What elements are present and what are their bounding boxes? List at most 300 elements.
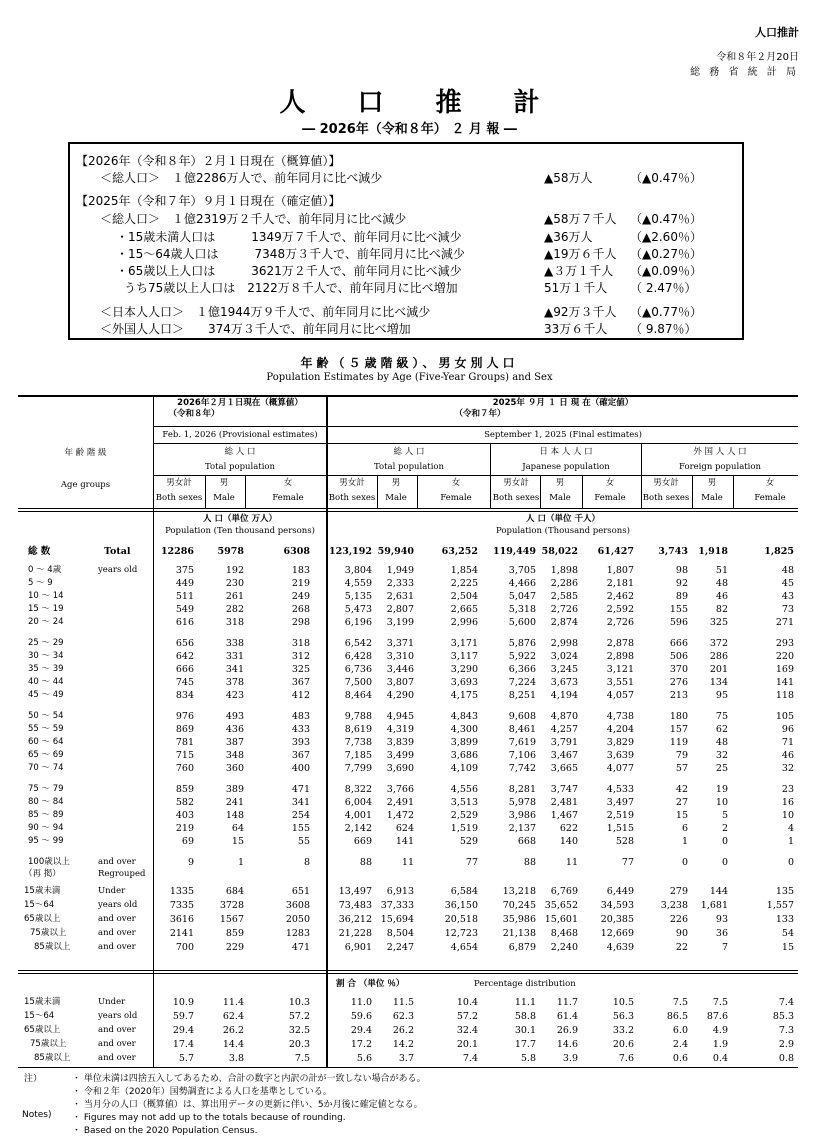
group-header-en: Total population	[204, 462, 276, 472]
table-cell: 63,252	[441, 546, 478, 557]
table-cell: 7,500	[344, 677, 372, 688]
table-cell: 2,874	[550, 617, 578, 628]
table-cell: 86.5	[666, 1011, 688, 1022]
regroup-age: 85歳以上	[34, 942, 71, 952]
table-cell: 2,333	[386, 578, 414, 589]
table-cell: 6,449	[606, 886, 634, 897]
table-cell: 26.2	[392, 1025, 414, 1036]
note-en: ・ Based on the 2020 Population Census.	[72, 1126, 258, 1136]
table-cell: 57.2	[456, 1011, 478, 1022]
table-cell: 7.3	[778, 1025, 794, 1036]
table-cell: 3.7	[398, 1053, 414, 1064]
table-cell: 684	[225, 886, 244, 897]
sub-col-header: 女	[451, 478, 461, 488]
table-cell: 48	[781, 565, 794, 576]
table-cell: 213	[669, 690, 688, 701]
table-cell: 423	[225, 690, 244, 701]
note-jp: ・ 単位未満は四捨五入してあるため、合計の数字と内訳の計が一致しない場合がある。	[72, 1074, 426, 1084]
table-cell: 325	[291, 664, 310, 675]
table-cell: 624	[395, 823, 414, 834]
table-cell: 8,464	[344, 690, 372, 701]
table-cell: 293	[775, 638, 794, 649]
table-cell: 57	[675, 763, 688, 774]
group-header-en: Total population	[373, 462, 445, 472]
table-cell: 15	[231, 836, 244, 847]
table-cell: 745	[175, 677, 194, 688]
table-cell: 2,592	[606, 604, 634, 615]
publisher: 総 務 省 統 計 局	[690, 67, 799, 78]
regroup-age: 15～64	[24, 900, 55, 910]
table-cell: 70,245	[502, 900, 536, 911]
sub-col-header: 男女計	[339, 478, 365, 488]
table-cell: 1,681	[700, 900, 728, 911]
age-label: 40 ～ 44	[28, 677, 64, 687]
table-cell: 20.6	[612, 1039, 634, 1050]
summary-row-pct: （▲2.60％）	[630, 230, 702, 244]
table-cell: 0.8	[778, 1053, 794, 1064]
table-cell: 32	[781, 763, 794, 774]
table-cell: 370	[669, 664, 688, 675]
table-cell: 157	[669, 724, 688, 735]
sub-col-header: 男	[555, 478, 565, 488]
group-header-en: Foreign population	[679, 462, 761, 472]
table-cell: 5,600	[508, 617, 536, 628]
table-cell: 0.4	[712, 1053, 728, 1064]
table-cell: 10.5	[612, 997, 634, 1008]
table-cell: 32	[715, 750, 728, 761]
summary-row-change: ▲３万１千人	[544, 264, 614, 278]
table-cell: 282	[225, 604, 244, 615]
group-header: 外 国 人 人 口	[693, 447, 747, 457]
table-cell: 3,371	[386, 638, 414, 649]
age-label: 80 ～ 84	[28, 797, 64, 807]
pct-age: 75歳以上	[30, 1039, 67, 1049]
left-period-en: Feb. 1, 2026 (Provisional estimates)	[162, 430, 318, 440]
pct-age-en: years old	[98, 1011, 138, 1021]
table-cell: 348	[225, 750, 244, 761]
table-cell: 58,022	[541, 546, 578, 557]
table-cell: 7.4	[462, 1053, 478, 1064]
publication-date: 令和８年２月20日	[716, 52, 799, 63]
sub-col-header: 女	[765, 478, 775, 488]
table-cell: 4,109	[450, 763, 478, 774]
group-header-en: Japanese population	[522, 462, 610, 472]
table-cell: 77	[465, 857, 478, 868]
summary-row-change: 33万６千人	[544, 322, 608, 336]
table-cell: 1	[237, 857, 244, 868]
table-cell: 6	[681, 823, 688, 834]
table-cell: 8,322	[344, 784, 372, 795]
table-cell: 219	[175, 823, 194, 834]
table-cell: 582	[175, 797, 194, 808]
table-cell: 1,949	[386, 565, 414, 576]
table-cell: 2,491	[386, 797, 414, 808]
table-cell: 169	[775, 664, 794, 675]
table-cell: 75	[715, 711, 728, 722]
table-cell: 2,519	[606, 810, 634, 821]
pct-age-en: and over	[98, 1039, 136, 1049]
summary-row-pct: （▲0.09％）	[630, 264, 702, 278]
table-cell: 59.6	[350, 1011, 372, 1022]
table-cell: 21,138	[502, 928, 536, 939]
table-cell: 0.6	[672, 1053, 688, 1064]
table-cell: 261	[225, 591, 244, 602]
table-cell: 2,726	[550, 604, 578, 615]
table-cell: 155	[669, 604, 688, 615]
table-cell: 3,690	[386, 763, 414, 774]
table-cell: 3,446	[386, 664, 414, 675]
table-cell: 6,901	[344, 942, 372, 953]
table-cell: 48	[715, 578, 728, 589]
table-cell: 2,996	[450, 617, 478, 628]
table-cell: 69	[181, 836, 194, 847]
table-cell: 62.3	[392, 1011, 414, 1022]
total-row-label-en: Total	[104, 546, 131, 557]
summary-row-change: ▲58万７千人	[544, 212, 617, 226]
table-cell: 0	[721, 857, 728, 868]
table-cell: 0	[721, 836, 728, 847]
table-cell: 2,462	[606, 591, 634, 602]
regroup-age-en: Under	[98, 886, 126, 896]
summary-row-pct: （▲0.47％）	[630, 212, 702, 226]
table-cell: 549	[175, 604, 194, 615]
table-cell: 298	[291, 617, 310, 628]
table-cell: 7,224	[508, 677, 536, 688]
table-cell: 7335	[169, 900, 194, 911]
table-cell: 20,518	[444, 914, 478, 925]
age-groups-label-en: Age groups	[60, 480, 111, 490]
table-cell: 71	[781, 737, 794, 748]
table-cell: 64	[231, 823, 244, 834]
table-cell: 2,137	[508, 823, 536, 834]
table-cell: 1	[787, 836, 794, 847]
table-cell: 781	[175, 737, 194, 748]
table-cell: 89	[675, 591, 688, 602]
table-cell: 3,290	[450, 664, 478, 675]
table-cell: 57.2	[288, 1011, 310, 1022]
age-label: 90 ～ 94	[28, 823, 64, 833]
table-cell: 17.4	[172, 1039, 194, 1050]
table-cell: 54	[781, 928, 794, 939]
note-en: ・ Figures may not add up to the totals because of rounding.	[72, 1113, 346, 1123]
age-label: 0 ～ 4歳	[28, 565, 62, 575]
table-cell: 3,829	[606, 737, 634, 748]
table-cell: 1,515	[606, 823, 634, 834]
age-label: 10 ～ 14	[28, 591, 64, 601]
table-cell: 229	[225, 942, 244, 953]
table-cell: 4,738	[606, 711, 634, 722]
table-cell: 6,366	[508, 664, 536, 675]
left-period-sub: （令和８年）	[168, 409, 220, 419]
sub-col-header-en: Male	[385, 493, 407, 503]
table-cell: 12,723	[444, 928, 478, 939]
table-cell: 412	[291, 690, 310, 701]
table-cell: 61,427	[597, 546, 634, 557]
regroup-label-en: Regrouped	[98, 869, 146, 879]
table-cell: 4,057	[606, 690, 634, 701]
table-cell: 36	[715, 928, 728, 939]
table-cell: 4.9	[712, 1025, 728, 1036]
age-label: 25 ～ 29	[28, 638, 64, 648]
table-cell: 3,899	[450, 737, 478, 748]
table-cell: 20,385	[600, 914, 634, 925]
table-cell: 3,839	[386, 737, 414, 748]
table-cell: 148	[225, 810, 244, 821]
age-label: 95 ～ 99	[28, 836, 64, 846]
table-cell: 6,004	[344, 797, 372, 808]
table-cell: 15,601	[544, 914, 578, 925]
table-cell: 51	[715, 565, 728, 576]
pct-label: 割 合 （単位 ％）	[336, 979, 405, 989]
sub-col-header-en: Female	[754, 493, 786, 503]
table-cell: 642	[175, 651, 194, 662]
table-cell: 372	[709, 638, 728, 649]
table-cell: 6,769	[550, 886, 578, 897]
table-cell: 367	[291, 677, 310, 688]
table-cell: 2,225	[450, 578, 478, 589]
table-cell: 2,807	[386, 604, 414, 615]
table-cell: 14.2	[392, 1039, 414, 1050]
table-cell: 30.1	[514, 1025, 536, 1036]
table-cell: 4,533	[606, 784, 634, 795]
table-cell: 141	[775, 677, 794, 688]
sub-col-header: 男	[391, 478, 401, 488]
total-row-label: 総 数	[28, 546, 51, 557]
table-cell: 95	[715, 690, 728, 701]
table-cell: 656	[175, 638, 194, 649]
table-cell: 529	[459, 836, 478, 847]
table-cell: 3,705	[508, 565, 536, 576]
summary-row-text: ・15～64歳人口は 7348万３千人で、前年同月に比べ減少	[116, 247, 465, 261]
table-cell: 14.4	[222, 1039, 244, 1050]
table-cell: 15	[675, 810, 688, 821]
table-cell: 226	[669, 914, 688, 925]
right-period-sub: （令和７年）	[454, 409, 506, 419]
table-cell: 276	[669, 677, 688, 688]
table-cell: 3.9	[562, 1053, 578, 1064]
table-cell: 5978	[217, 546, 244, 557]
table-cell: 834	[175, 690, 194, 701]
table-cell: 8,251	[508, 690, 536, 701]
table-cell: 367	[291, 750, 310, 761]
table-cell: 230	[225, 578, 244, 589]
table-cell: 11.0	[350, 997, 372, 1008]
table-cell: 3616	[169, 914, 194, 925]
table-cell: 5,473	[344, 604, 372, 615]
table-cell: 3,245	[550, 664, 578, 675]
sub-col-header-en: Male	[701, 493, 723, 503]
table-cell: 4,257	[550, 724, 578, 735]
summary-row-change: ▲36万人	[544, 230, 593, 244]
table-cell: 1335	[169, 886, 194, 897]
table-cell: 3,171	[450, 638, 478, 649]
table-cell: 1,519	[450, 823, 478, 834]
table-cell: 3,238	[660, 900, 688, 911]
table-cell: 5,876	[508, 638, 536, 649]
age-label: 50 ～ 54	[28, 711, 64, 721]
regroup-age: 75歳以上	[30, 928, 67, 938]
table-cell: 2,181	[606, 578, 634, 589]
table-cell: 2,247	[386, 942, 414, 953]
table-cell: 669	[353, 836, 372, 847]
table-cell: 7.6	[618, 1053, 634, 1064]
table-cell: 58.8	[514, 1011, 536, 1022]
age-label: 5 ～ 9	[28, 578, 53, 588]
table-cell: 1,825	[764, 546, 794, 557]
page-title: 人口推計	[279, 88, 592, 118]
table-cell: 360	[225, 763, 244, 774]
table-cell: 312	[291, 651, 310, 662]
table-cell: 8,461	[508, 724, 536, 735]
table-cell: 4,175	[450, 690, 478, 701]
table-cell: 134	[709, 677, 728, 688]
table-cell: 3,121	[606, 664, 634, 675]
table-cell: 5.6	[356, 1053, 372, 1064]
age-label-en: years old	[98, 565, 138, 575]
table-cell: 7,799	[344, 763, 372, 774]
table-cell: 2,142	[344, 823, 372, 834]
table-cell: 88	[523, 857, 536, 868]
summary-row-pct: （▲0.27％）	[630, 247, 702, 261]
sub-col-header: 女	[605, 478, 615, 488]
table-cell: 0	[787, 857, 794, 868]
table-cell: 4,204	[606, 724, 634, 735]
table-cell: 59.7	[172, 1011, 194, 1022]
table-cell: 4,870	[550, 711, 578, 722]
table-cell: 1567	[219, 914, 244, 925]
table-cell: 6,913	[386, 886, 414, 897]
table-cell: 2,665	[450, 604, 478, 615]
table-cell: 79	[675, 750, 688, 761]
sub-col-header: 男女計	[503, 478, 529, 488]
table-cell: 622	[559, 823, 578, 834]
table-cell: 976	[175, 711, 194, 722]
sub-col-header-en: Male	[213, 493, 235, 503]
table-cell: 3,117	[450, 651, 478, 662]
table-cell: 8,281	[508, 784, 536, 795]
table-cell: 760	[175, 763, 194, 774]
table-cell: 85.3	[772, 1011, 794, 1022]
table-cell: 90	[675, 928, 688, 939]
table-cell: 133	[775, 914, 794, 925]
table-cell: 36,212	[338, 914, 372, 925]
table-cell: 5,318	[508, 604, 536, 615]
table-cell: 859	[225, 928, 244, 939]
table-cell: 43	[781, 591, 794, 602]
sub-col-header-en: Female	[272, 493, 304, 503]
table-cell: 34,593	[600, 900, 634, 911]
table-cell: 7,742	[508, 763, 536, 774]
table-cell: 20.1	[456, 1039, 478, 1050]
table-cell: 2,585	[550, 591, 578, 602]
table-cell: 32.4	[456, 1025, 478, 1036]
table-cell: 2,726	[606, 617, 634, 628]
table-cell: 5.8	[520, 1053, 536, 1064]
pct-age: 15～64	[24, 1011, 55, 1021]
table-cell: 1,467	[550, 810, 578, 821]
note-jp: ・ 令和２年（2020年）国勢調査による人口を基準としている。	[72, 1087, 332, 1097]
table-cell: 436	[225, 724, 244, 735]
table-cell: 141	[395, 836, 414, 847]
table-cell: 1283	[285, 928, 310, 939]
table-cell: 493	[225, 711, 244, 722]
summary-row-text: ＜総人口＞ １億2319万２千人で、前年同月に比べ減少	[100, 212, 407, 226]
table-cell: 3,024	[550, 651, 578, 662]
table-cell: 6.0	[672, 1025, 688, 1036]
summary-section-title: 【2025年（令和７年）９月１日現在（確定値）】	[76, 194, 341, 208]
table-cell: 98	[675, 565, 688, 576]
table-cell: 389	[225, 784, 244, 795]
table-cell: 3,310	[386, 651, 414, 662]
table-cell: 4,945	[386, 711, 414, 722]
table-cell: 6,584	[450, 886, 478, 897]
table-cell: 666	[175, 664, 194, 675]
table-cell: 22	[675, 942, 688, 953]
table-cell: 9,608	[508, 711, 536, 722]
table-cell: 378	[225, 677, 244, 688]
table-cell: 7	[721, 942, 728, 953]
regroup-age-en: years old	[98, 900, 138, 910]
sub-col-header: 男	[707, 478, 717, 488]
table-cell: 5,047	[508, 591, 536, 602]
table-cell: 13,218	[502, 886, 536, 897]
table-cell: 19	[715, 784, 728, 795]
sub-col-header-en: Male	[549, 493, 571, 503]
table-cell: 77	[621, 857, 634, 868]
age-groups-label: 年 齢 階 級	[64, 448, 107, 458]
table-cell: 271	[775, 617, 794, 628]
table-cell: 2,286	[550, 578, 578, 589]
table-cell: 3608	[285, 900, 310, 911]
regroup-age-en: and over	[98, 914, 136, 924]
age-label: 55 ～ 59	[28, 724, 64, 734]
table-cell: 15	[781, 942, 794, 953]
table-cell: 7,619	[508, 737, 536, 748]
table-cell: 341	[291, 797, 310, 808]
table-cell: 46	[715, 591, 728, 602]
table-cell: 3,807	[386, 677, 414, 688]
table-cell: 11	[565, 857, 578, 868]
table-cell: 87.6	[706, 1011, 728, 1022]
table-cell: 3,499	[386, 750, 414, 761]
table-cell: 7.5	[294, 1053, 310, 1064]
age-label: 85 ～ 89	[28, 810, 64, 820]
table-cell: 123,192	[329, 546, 372, 557]
table-cell: 1.9	[712, 1039, 728, 1050]
table-cell: 4,290	[386, 690, 414, 701]
right-period: 2025年 ９月 １ 日 現 在（確定値）	[492, 398, 634, 408]
summary-row-pct: （ 9.87％）	[630, 322, 697, 336]
table-cell: 10.9	[172, 997, 194, 1008]
table-cell: 21,228	[338, 928, 372, 939]
age-label: 100歳以上	[28, 857, 70, 867]
pct-age: 85歳以上	[34, 1053, 71, 1063]
summary-row-text: ＜総人口＞ １億2286万人で、前年同月に比べ減少	[100, 171, 383, 185]
sub-col-header: 男女計	[166, 478, 192, 488]
table-cell: 2.4	[672, 1039, 688, 1050]
table-cell: 192	[225, 565, 244, 576]
notes-label-en: Notes)	[22, 1110, 52, 1120]
table-cell: 48	[715, 737, 728, 748]
table-cell: 17.7	[514, 1039, 536, 1050]
table-cell: 96	[781, 724, 794, 735]
table-cell: 119	[669, 737, 688, 748]
table-cell: 2050	[285, 914, 310, 925]
regroup-age: 65歳以上	[24, 914, 61, 924]
table-cell: 10.3	[288, 997, 310, 1008]
table-cell: 135	[775, 886, 794, 897]
pct-label-en: Percentage distribution	[474, 979, 576, 989]
